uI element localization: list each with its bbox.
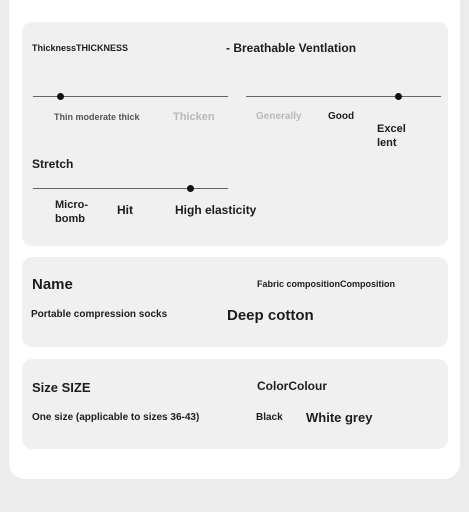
ventilation-scale-track bbox=[246, 96, 441, 97]
thickness-level-2: Thicken bbox=[173, 111, 215, 123]
thickness-scale-marker bbox=[57, 93, 64, 100]
size-label: Size SIZE bbox=[32, 380, 91, 395]
fabric-label: Fabric compositionComposition bbox=[257, 279, 396, 289]
fabric-value: Deep cotton bbox=[227, 307, 314, 324]
ventilation-level-2: Good bbox=[328, 111, 355, 122]
size-color-panel bbox=[22, 359, 448, 449]
stretch-title: Stretch bbox=[32, 157, 74, 171]
stretch-level-2: Hit bbox=[117, 203, 133, 217]
stretch-scale-track bbox=[33, 188, 228, 189]
ventilation-level-3: Excel lent bbox=[377, 123, 406, 149]
stretch-level-3: High elasticity bbox=[175, 203, 257, 217]
name-label: Name bbox=[32, 276, 73, 293]
ventilation-scale-marker bbox=[395, 93, 402, 100]
thickness-level-1: Thin moderate thick bbox=[54, 112, 140, 122]
ventilation-title: - Breathable Ventlation bbox=[226, 41, 357, 55]
name-fabric-panel bbox=[22, 257, 448, 347]
size-value: One size (applicable to sizes 36-43) bbox=[32, 412, 200, 423]
stretch-level-1: Micro- bomb bbox=[55, 199, 88, 225]
thickness-title: ThicknessTHICKNESS bbox=[32, 43, 129, 53]
color-option-black: Black bbox=[256, 412, 283, 423]
name-value: Portable compression socks bbox=[31, 309, 168, 320]
ventilation-level-1: Generally bbox=[256, 111, 302, 122]
stretch-scale-marker bbox=[187, 185, 194, 192]
attributes-panel bbox=[22, 22, 448, 246]
color-label: ColorColour bbox=[257, 379, 327, 393]
color-option-white-grey: White grey bbox=[306, 410, 373, 425]
